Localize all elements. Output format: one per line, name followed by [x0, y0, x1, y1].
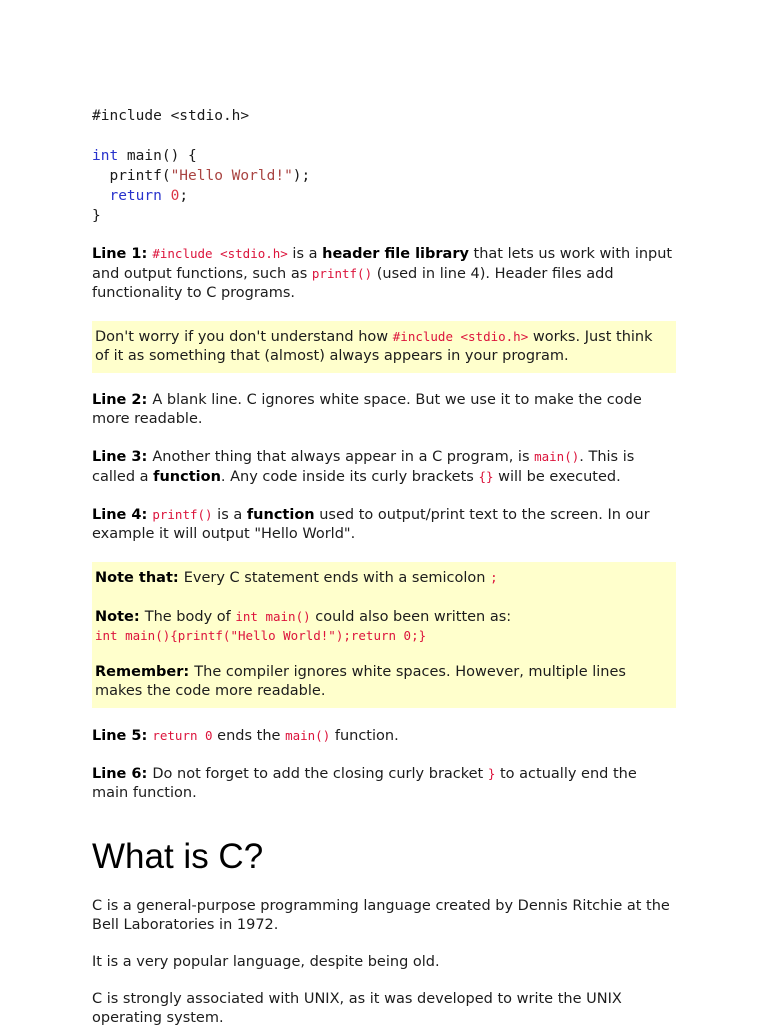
note-paragraph [95, 327, 668, 366]
text-run: used to output/print text to the screen. In our example it will output "Hello World". [92, 507, 650, 542]
code-block [92, 106, 676, 226]
paragraph [92, 990, 676, 1028]
inline-code: main() [285, 728, 331, 743]
text-run: The body of [144, 609, 236, 625]
bold-label: Line 4: [92, 507, 153, 523]
bold-label: Note that: [95, 570, 184, 586]
text-run: C is a general-purpose programming language created by Dennis Ritchie at the Bell Laboratories in 1972. [92, 898, 670, 933]
code-token-plain: ); [292, 168, 311, 184]
note-paragraph [95, 568, 668, 588]
text-run: A blank line. C ignores white space. But we use it to make the code more readable. [92, 392, 642, 427]
code-token-plain [162, 188, 171, 204]
text-run: C is strongly associated with UNIX, as it was developed to write the UNIX operating system. [92, 991, 622, 1026]
code-token-plain [92, 188, 109, 204]
code-line [92, 166, 676, 186]
paragraph [92, 244, 676, 303]
code-token-keyword: return [109, 188, 162, 204]
text-run: Do not forget to add the closing curly bracket [152, 766, 488, 782]
text-run: will be executed. [493, 469, 621, 485]
text-run: The compiler ignores white spaces. However, multiple lines makes the code more readable. [95, 664, 626, 699]
text-run: It is a very popular language, despite being old. [92, 954, 440, 970]
inline-code: } [487, 766, 496, 781]
note-box [92, 321, 676, 373]
inline-code: int main() [235, 609, 311, 624]
code-line [92, 206, 676, 226]
bold-label: Note: [95, 609, 145, 625]
text-run: is a [287, 246, 323, 262]
text-run: that lets us work with input and output functions, such as [92, 246, 673, 282]
bold-label: header file library [322, 246, 469, 262]
inline-code: #include <stdio.h> [152, 246, 288, 261]
code-token-plain: } [92, 208, 101, 224]
note-paragraph [95, 663, 668, 701]
note-paragraph [95, 607, 668, 627]
paragraph [92, 505, 676, 544]
code-token-plain: ; [179, 188, 189, 204]
bold-label: Line 6: [92, 766, 153, 782]
bold-label: function [246, 507, 315, 523]
text-run: function. [330, 728, 399, 744]
note-box [92, 562, 676, 708]
text-run: could also been written as: [310, 609, 512, 625]
text-run: to actually end the main function. [92, 766, 637, 801]
paragraph [92, 953, 676, 972]
paragraph [92, 897, 676, 935]
inline-code: return 0 [152, 728, 213, 743]
note-code-line: int main(){printf("Hello World!");return 0;} [95, 628, 427, 643]
bold-label: function [153, 469, 221, 485]
bold-label: Line 3: [92, 449, 153, 465]
text-run: Every C statement ends with a semicolon [183, 570, 491, 586]
code-line [92, 126, 676, 146]
text-run: (used in line 4). Header files add functionality to C programs. [92, 266, 614, 301]
code-line [92, 186, 676, 206]
text-run: . Any code inside its curly brackets [220, 469, 479, 485]
bold-label: Line 2: [92, 392, 153, 408]
section-heading: What is C? [92, 837, 264, 876]
text-run: is a [212, 507, 247, 523]
text-run: works. Just think of it as something that (almost) always appears in your program. [95, 329, 653, 364]
code-token-plain: printf( [92, 168, 171, 184]
code-token-number: 0 [170, 188, 180, 204]
code-token-keyword: int [92, 148, 119, 164]
code-line [92, 146, 676, 166]
text-run: Another thing that always appear in a C program, is [152, 449, 535, 465]
inline-code: {} [478, 469, 494, 484]
inline-code: printf() [152, 507, 213, 522]
document-content [92, 244, 676, 1028]
text-run: . This is called a [92, 449, 635, 485]
bold-label: Remember: [95, 664, 195, 680]
paragraph [92, 764, 676, 803]
text-run: ends the [212, 728, 286, 744]
code-token-string: "Hello World!" [170, 168, 293, 184]
inline-code: ; [490, 570, 498, 585]
paragraph [92, 391, 676, 429]
paragraph [92, 726, 676, 746]
paragraph [92, 447, 676, 487]
code-token-plain: main() { [118, 148, 197, 164]
bold-label: Line 1: [92, 246, 153, 262]
inline-code: main() [534, 449, 580, 464]
code-token-plain: #include <stdio.h> [92, 108, 250, 124]
code-line [92, 106, 676, 126]
bold-label: Line 5: [92, 728, 153, 744]
text-run: Don't worry if you don't understand how [95, 329, 393, 345]
inline-code: printf() [311, 266, 373, 281]
inline-code: #include <stdio.h> [392, 329, 529, 344]
